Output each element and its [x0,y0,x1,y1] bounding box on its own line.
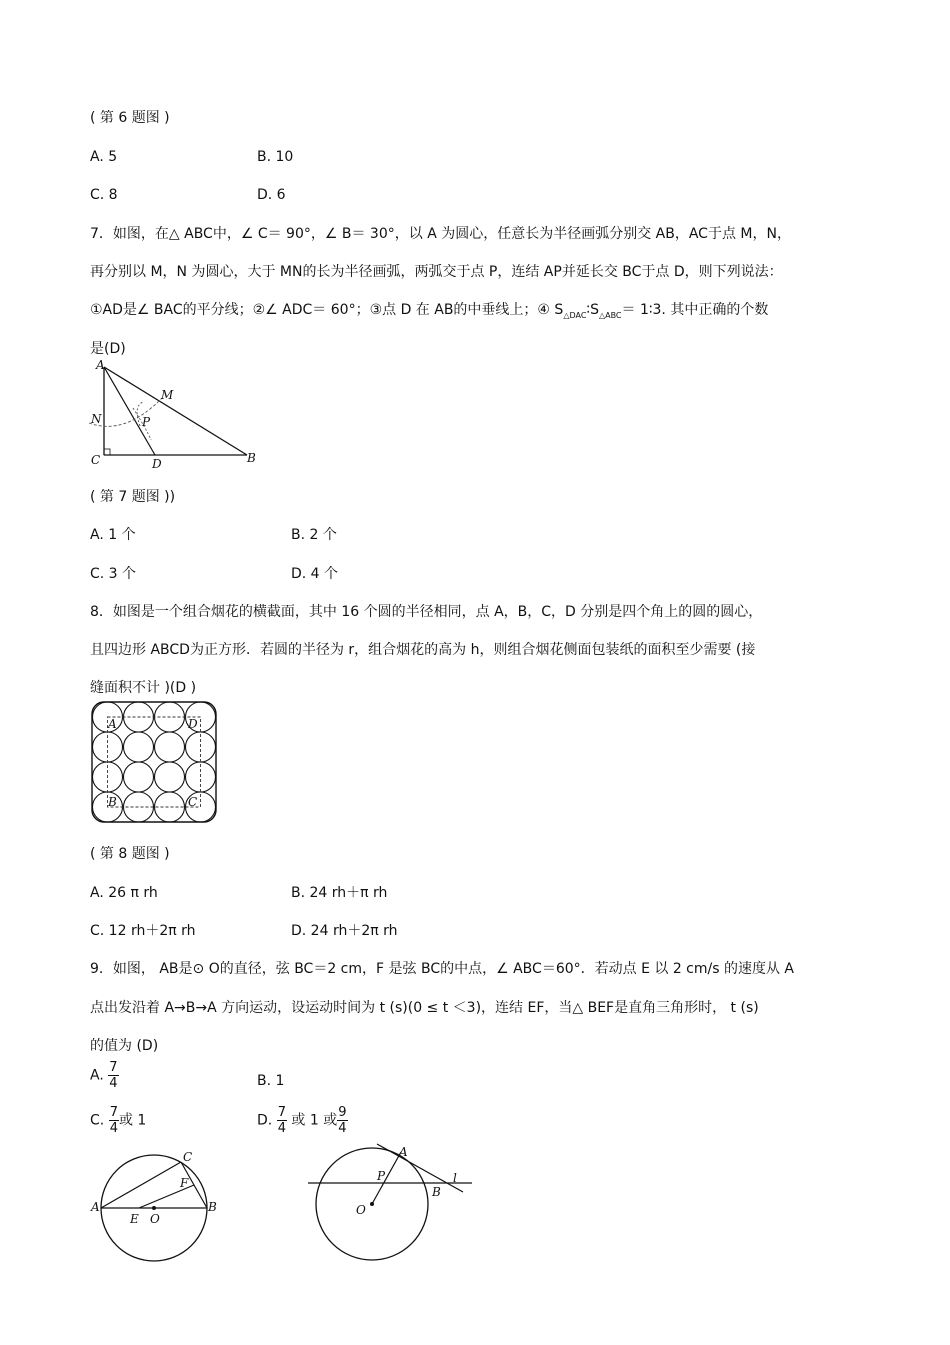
q8-text-line3: 缝面积不计 )(D ) [90,680,197,696]
q9-option-d-mid: 或 1 或 [291,1112,338,1129]
circle [124,732,154,762]
q9-fig2-label-b: B [432,1185,441,1199]
circle [155,762,185,792]
q8-label-b: B [108,795,117,809]
q6-option-c: C. 8 [90,187,118,203]
q7-label-m: M [161,388,174,402]
q7-text-line1: 7．如图，在△ ABC中，∠ C＝ 90°，∠ B＝ 30°，以 A 为圆心，任意长为半径画弧分别交 AB，AC于点 M，N， [90,226,791,242]
q9-fig2-label-o: O [356,1203,366,1217]
q7-label-p: P [142,415,151,429]
q7-line3-mid: ∶S [586,302,599,318]
denominator: 4 [109,1076,118,1091]
q8-option-d: D. 24 rh＋2π rh [291,923,398,939]
q6-caption: ( 第 6 题图 ) [90,110,170,126]
denominator: 4 [109,1121,118,1136]
q7-sub-abc: △ABC [598,310,622,320]
q7-option-c: C. 3 个 [90,566,137,582]
q9-text-line2: 点出发沿着 A→B→A 方向运动，设运动时间为 t (s)(0 ≤ t ＜3)，连结 EF，当△ BEF是直角三角形时， t (s) [90,1000,759,1016]
q9-figure-1 [88,1148,228,1263]
q8-figure [88,698,228,828]
denominator: 4 [277,1121,286,1136]
q7-option-b: B. 2 个 [291,527,337,543]
q8-text-line2: 且四边形 ABCD为正方形．若圆的半径为 r，组合烟花的高为 h，则组合烟花侧面包装纸的面积至少需要 (接 [90,642,756,658]
q8-label-c: C [188,795,198,809]
q6-option-b: B. 10 [257,149,294,165]
q9-option-a-label: A. [90,1067,104,1084]
q6-option-d: D. 6 [257,187,286,203]
center-point [152,1206,156,1210]
q9-option-d [257,1105,348,1136]
q8-caption: ( 第 8 题图 ) [90,846,170,862]
q9-fig1-label-c: C [183,1150,193,1164]
numerator: 7 [109,1060,118,1075]
q8-label-a: A [108,717,117,731]
q9-option-c [90,1105,146,1136]
q7-label-a: A [96,358,105,372]
fraction [337,1105,347,1136]
numerator: 9 [338,1105,347,1120]
q7-option-a: A. 1 个 [90,527,136,543]
q7-figure [85,358,270,473]
q6-option-a: A. 5 [90,149,118,165]
q7-caption: ( 第 7 题图 )) [90,489,176,505]
square-abcd [108,717,201,807]
q9-text-line3: 的值为 (D) [90,1038,159,1054]
right-angle-mark [104,449,110,455]
fraction [108,1060,118,1091]
q7-label-b: B [247,451,256,465]
q8-option-c: C. 12 rh＋2π rh [90,923,196,939]
q7-option-d: D. 4 个 [291,566,339,582]
q9-fig2-label-p: P [377,1169,386,1183]
q9-option-c-label: C. [90,1112,105,1129]
q7-label-n: N [91,412,102,426]
q8-text-line1: 8．如图是一个组合烟花的横截面，其中 16 个圆的半径相同，点 A，B，C，D 分别是四个角上的圆的圆心， [90,604,763,620]
fraction [277,1105,287,1136]
q7-line3-post: ＝ 1∶3. 其中正确的个数 [621,302,769,318]
q9-fig1-label-b: B [208,1200,217,1214]
chord-ac [101,1162,181,1208]
q9-option-b: B. 1 [257,1073,285,1089]
q9-fig2-label-a: A [399,1145,408,1159]
q7-label-c: C [91,453,101,467]
q9-figure-2 [305,1140,480,1288]
q9-fig2-label-l: l [453,1171,457,1185]
q9-option-a [90,1060,119,1091]
circle [124,762,154,792]
q9-fig1-label-f: F [180,1176,189,1190]
q9-fig1-label-e: E [130,1212,139,1226]
q7-text-line3 [90,300,768,326]
q9-option-d-label: D. [257,1112,273,1129]
denominator: 4 [338,1121,347,1136]
q8-option-a: A. 26 π rh [90,885,158,901]
q7-text-line4: 是(D) [90,341,126,357]
q9-fig1-label-a: A [91,1200,100,1214]
center-point [370,1202,374,1206]
q7-line3-pre: ①AD是∠ BAC的平分线；②∠ ADC＝ 60°；③点 D 在 AB的中垂线上；④ S [90,302,564,318]
circle [155,792,185,822]
q8-label-d: D [188,717,198,731]
q9-option-c-tail: 或 1 [118,1112,147,1129]
q9-text-line1: 9．如图， AB是⊙ O的直径，弦 BC＝2 cm，F 是弦 BC的中点，∠ ABC＝60°．若动点 E 以 2 cm/s 的速度从 A [90,961,795,977]
circle [155,732,185,762]
q9-fig1-label-o: O [150,1212,160,1226]
q8-option-b: B. 24 rh＋π rh [291,885,388,901]
q7-label-d: D [152,457,162,471]
numerator: 7 [277,1105,286,1120]
q7-sub-dac: △DAC [563,310,587,320]
q7-text-line2: 再分别以 M，N 为圆心，大于 MN的长为半径画弧，两弧交于点 P，连结 AP并延长交 BC于点 D，则下列说法： [90,264,783,280]
segment-ab [104,367,247,455]
fraction [109,1105,119,1136]
numerator: 7 [109,1105,118,1120]
tangent-line [377,1144,463,1192]
